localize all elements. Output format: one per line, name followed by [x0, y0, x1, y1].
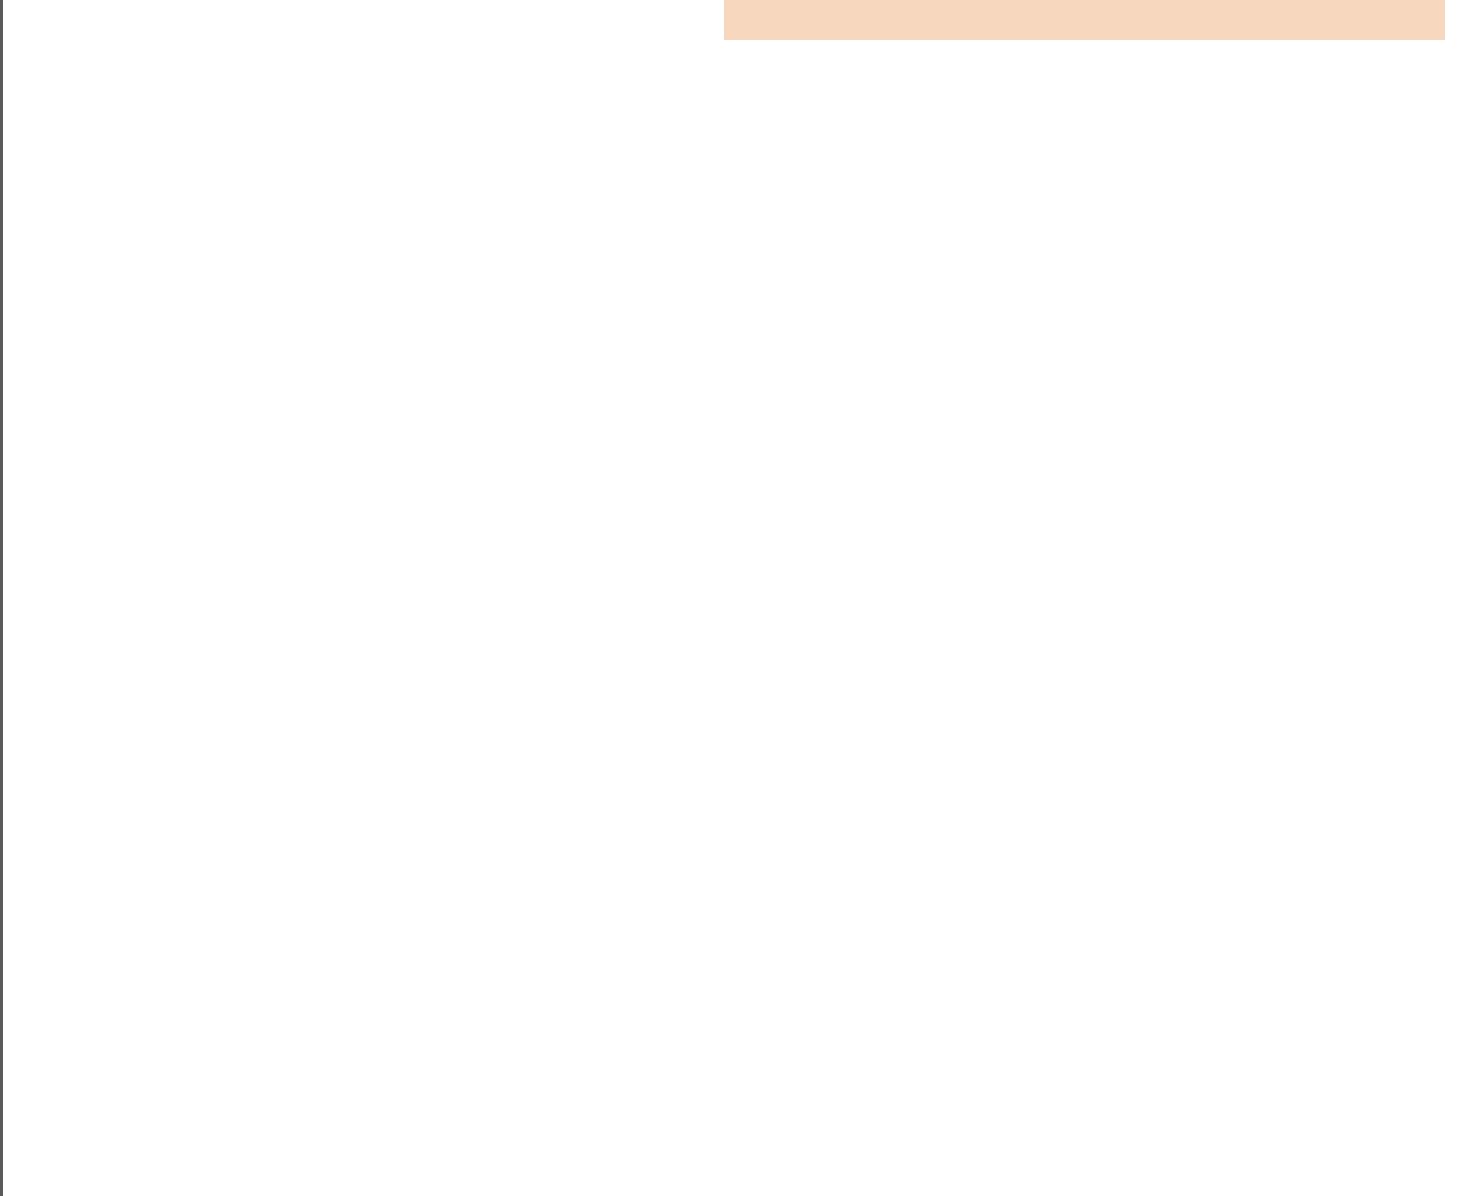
year-header-2021[interactable]: [904, 0, 1084, 40]
header-label[interactable]: [7, 0, 723, 40]
year-header-2020[interactable]: [1084, 0, 1264, 40]
left-border: [0, 0, 3, 1196]
year-header-2019[interactable]: [1264, 0, 1444, 40]
year-header-2022[interactable]: [724, 0, 904, 40]
